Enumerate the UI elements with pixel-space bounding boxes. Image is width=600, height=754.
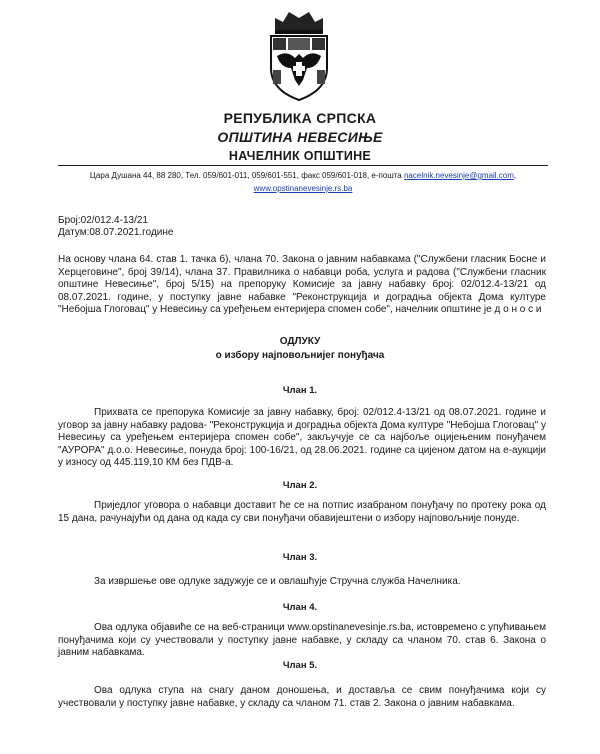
contact-line (58, 169, 548, 182)
header-divider (58, 165, 548, 166)
article-2-text: Приједлог уговора о набавци доставит ће се на потпис изабраном понуђачу по протеку рока од 15 дана, рачунајући од дана од када су сви понуђачи обавијештени о избору најповољније понуде. (58, 500, 546, 524)
decision-subtitle: о избору најповољнијег понуђача (215, 350, 385, 361)
preamble: На основу члана 64. став 1. тачка б), члана 70. Закона о јавним набавкама ("Службени гласник Босне и Херцеговине", број 39/14), члана 37. Правилника о набавци роба, услуга и радова ("Службени гласник општине Невесиње", број 5/15) на препоруку Комисије за јавну набавку број: 02/012.4-13/21 од 08.07.2021. године, у поступку јавне набавке "Реконструкција и доградња објекта Дома културе "Небојша Глоговац" у Невесињу са уређењем ентеријера спомен собе", начелник општине је д о н о с и (58, 254, 546, 316)
coat-of-arms-icon (267, 8, 331, 102)
document-date: Датум:08.07.2021.године (58, 227, 174, 238)
header-municipality: ОПШТИНА НЕВЕСИЊЕ (217, 129, 383, 145)
article-3-text: За извршење ове одлуке задужује се и овлашћује Стручна служба Начелника. (94, 576, 461, 587)
article-1-heading: Члан 1. (282, 385, 318, 396)
email-link[interactable]: nacelnik.nevesinje@gmail.com (403, 171, 514, 180)
decision-title: ОДЛУКУ (279, 336, 321, 347)
website-line (58, 182, 548, 195)
header-mayor: НАЧЕЛНИК ОПШТИНЕ (228, 149, 372, 163)
article-5-text: Ова одлука ступа на снагу даном доношења, и доставља се свим понуђачима који су учествовали у поступку јавне набавке, у складу са чланом 71. став 2. Закона о јавним набавкама. (58, 685, 546, 709)
article-4-text: Ова одлука објавиће се на веб-страници www.opstinanevesinje.rs.ba, истовремено с упућивањем понуђачима који су учествовали у поступку јавне набавке, у складу са чланом 70. став 6. Закона о јавним набавкама. (58, 622, 546, 659)
website-link[interactable]: www.opstinanevesinje.rs.ba (253, 184, 353, 193)
article-5-heading: Члан 5. (282, 660, 318, 671)
document-number: Број:02/012.4-13/21 (58, 215, 148, 226)
article-4-heading: Члан 4. (282, 602, 318, 613)
article-2-heading: Члан 2. (282, 480, 318, 491)
contact-end: , (513, 171, 517, 180)
header-republic: РЕПУБЛИКА СРПСКА (223, 110, 377, 126)
contact-address: Цара Душана 44, 88 280, Тел. 059/601-011, 059/601-551, факс 059/601-018, е-пошта (89, 171, 404, 180)
article-3-heading: Члан 3. (282, 552, 318, 563)
article-1-text: Прихвата се препорука Комисије за јавну набавку, број: 02/012.4-13/21 од 08.07.2021. године и уговор за јавну набавку радова- "Реконструкција и доградња објекта Дома културе "Небојша Глоговац" у Невесињу са уређењем ентеријера спомен собе", закључује се са најбоље оцијењеним понуђачем "АУРОРА" д.о.о. Невесиње, понуда број: 100-16/21, од 28.06.2021. године са цијеном датом на е-аукцији у износу од 445.119,10 КМ без ПДВ-а. (58, 407, 546, 469)
